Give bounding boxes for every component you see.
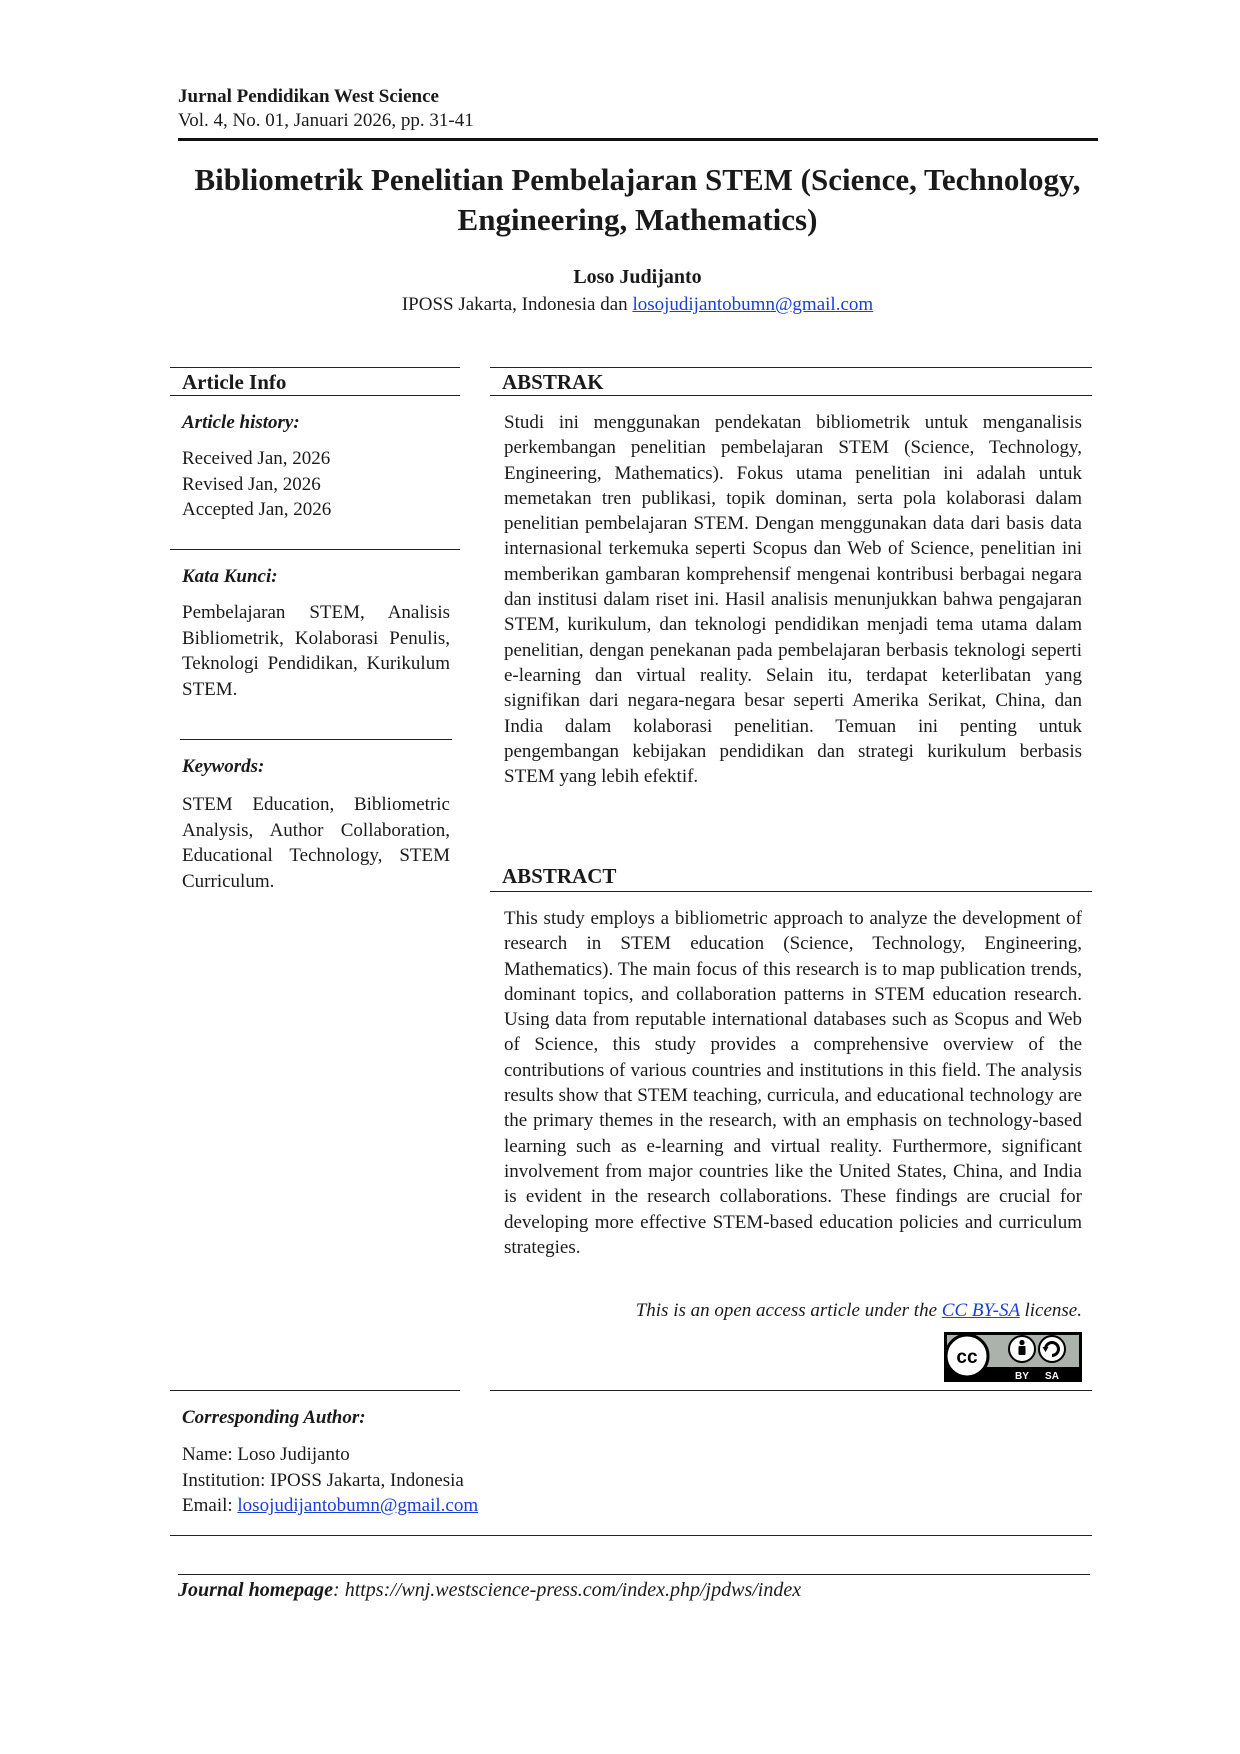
corresponding-email-line [182,1493,478,1519]
header-rule [178,138,1098,141]
corresponding-email-label: Email: [182,1495,238,1516]
abstract-text: This study employs a bibliometric approach to analyze the development of research in STEM education (Science, Technology, Engineering, Mathematics). The main focus of this research is to map publication trends, dominant topics, and collaboration patterns in STEM education research. Using data from reputable international databases such as Scopus and Web of Science, this study provides a comprehensive overview of the contributions of various countries and institutions in this field. The analysis results show that STEM teaching, curricula, and educational technology are the primary themes in the research, with an emphasis on technology-based learning such as e-learning and virtual reality. Furthermore, significant involvement from major countries like the United States, China, and India is evident in the research collaborations. These findings are crucial for developing more effective STEM-based education policies and curriculum strategies. [504,908,1082,1258]
paper-title [150,160,1125,240]
author-email-link[interactable]: losojudijantobumn@gmail.com [632,294,874,315]
kata-kunci-label: Kata Kunci: [182,566,278,587]
abstrak-text: Studi ini menggunakan pendekatan bibliometrik untuk menganalisis perkembangan penelitian pembelajaran STEM (Science, Technology, Engineering, Mathematics). Fokus utama penelitian ini adalah untuk memetakan tren publikasi, topik dominan, serta pola kolaborasi dalam penelitian pembelajaran STEM. Dengan menggunakan data dari basis data internasional terkemuka seperti Scopus dan Web of Science, penelitian ini memberikan gambaran komprehensif mengenai kontribusi berbagai negara dan institusi dalam riset ini. Hasil analisis menunjukkan bahwa pengajaran STEM, kurikulum, dan teknologi pendidikan menjadi tema utama dalam penelitian, dengan penekanan pada pembelajaran berbasis teknologi seperti e-learning dan virtual reality. Selain itu, terdapat keterlibatan yang signifikan dari negara-negara besar seperti Amerika Serikat, China, dan India dalam kolaborasi penelitian. Temuan ini penting untuk pengembangan kebijakan pendidikan dan strategi kurikulum berbasis STEM yang lebih efektif. [504,412,1082,788]
keywords-text: STEM Education, Bibliometric Analysis, Author Collaboration, Educational Technology, STEM Curriculum. [182,794,450,892]
badge-sa-label: SA [1045,1371,1059,1382]
kata-kunci-text: Pembelajaran STEM, Analisis Bibliometrik, Kolaborasi Penulis, Teknologi Pendidikan, Kurikulum STEM. [182,602,450,700]
accepted-date: Accepted Jan, 2026 [182,499,332,520]
abstrak-bottom-rule [490,395,1092,396]
abstrak-top-rule [490,367,1092,368]
corresponding-name: Name: Loso Judijanto [182,1444,350,1465]
received-date: Received Jan, 2026 [182,448,331,469]
article-history-dates [182,446,331,523]
article-info-bottom-rule [170,395,460,396]
corresponding-right-rule [490,1390,1092,1391]
keywords-label: Keywords: [182,756,265,777]
article-info-top-rule [170,367,460,368]
journal-name: Jurnal Pendidikan West Science [178,86,439,107]
article-history-label: Article history: [182,412,300,433]
author-affiliation [150,294,1125,316]
history-divider [170,549,460,550]
license-prefix: This is an open access article under the [635,1300,942,1321]
corresponding-author-label: Corresponding Author: [182,1407,366,1428]
revised-date: Revised Jan, 2026 [182,473,321,495]
journal-homepage-url[interactable]: : https://wnj.westscience-press.com/index.php/jpdws/index [333,1579,802,1601]
sa-sharealike-icon [1039,1336,1065,1362]
badge-by-label: BY [1015,1371,1029,1382]
author-name: Loso Judijanto [573,266,702,288]
corresponding-left-rule [170,1390,460,1391]
paper-title-line-2: Engineering, Mathematics) [457,202,818,237]
abstrak-heading: ABSTRAK [502,370,604,394]
journal-homepage-label: Journal homepage [178,1579,334,1601]
paper-title-line-1: Bibliometrik Penelitian Pembelajaran STEM (Science, Technology, [194,162,1081,197]
corresponding-author-details [182,1442,478,1519]
article-info-heading: Article Info [182,370,287,394]
affiliation-text: IPOSS Jakarta, Indonesia dan [401,294,633,315]
footer-rule [178,1574,1090,1575]
journal-volume-info: Vol. 4, No. 01, Januari 2026, pp. 31-41 [178,110,474,131]
svg-text:cc: cc [956,1347,978,1368]
license-suffix: license. [1019,1300,1082,1321]
kata-kunci-divider [180,739,452,740]
license-note [504,1300,1082,1322]
corresponding-institution: Institution: IPOSS Jakarta, Indonesia [182,1469,464,1491]
abstract-rule [490,891,1092,892]
journal-homepage [178,1579,801,1602]
cc-by-sa-badge[interactable] [944,1332,1082,1382]
corresponding-bottom-rule [170,1535,1092,1536]
cc-by-sa-link[interactable]: CC BY-SA [941,1300,1020,1321]
abstract-heading: ABSTRACT [502,864,617,888]
corresponding-email-link[interactable]: losojudijantobumn@gmail.com [237,1495,479,1516]
